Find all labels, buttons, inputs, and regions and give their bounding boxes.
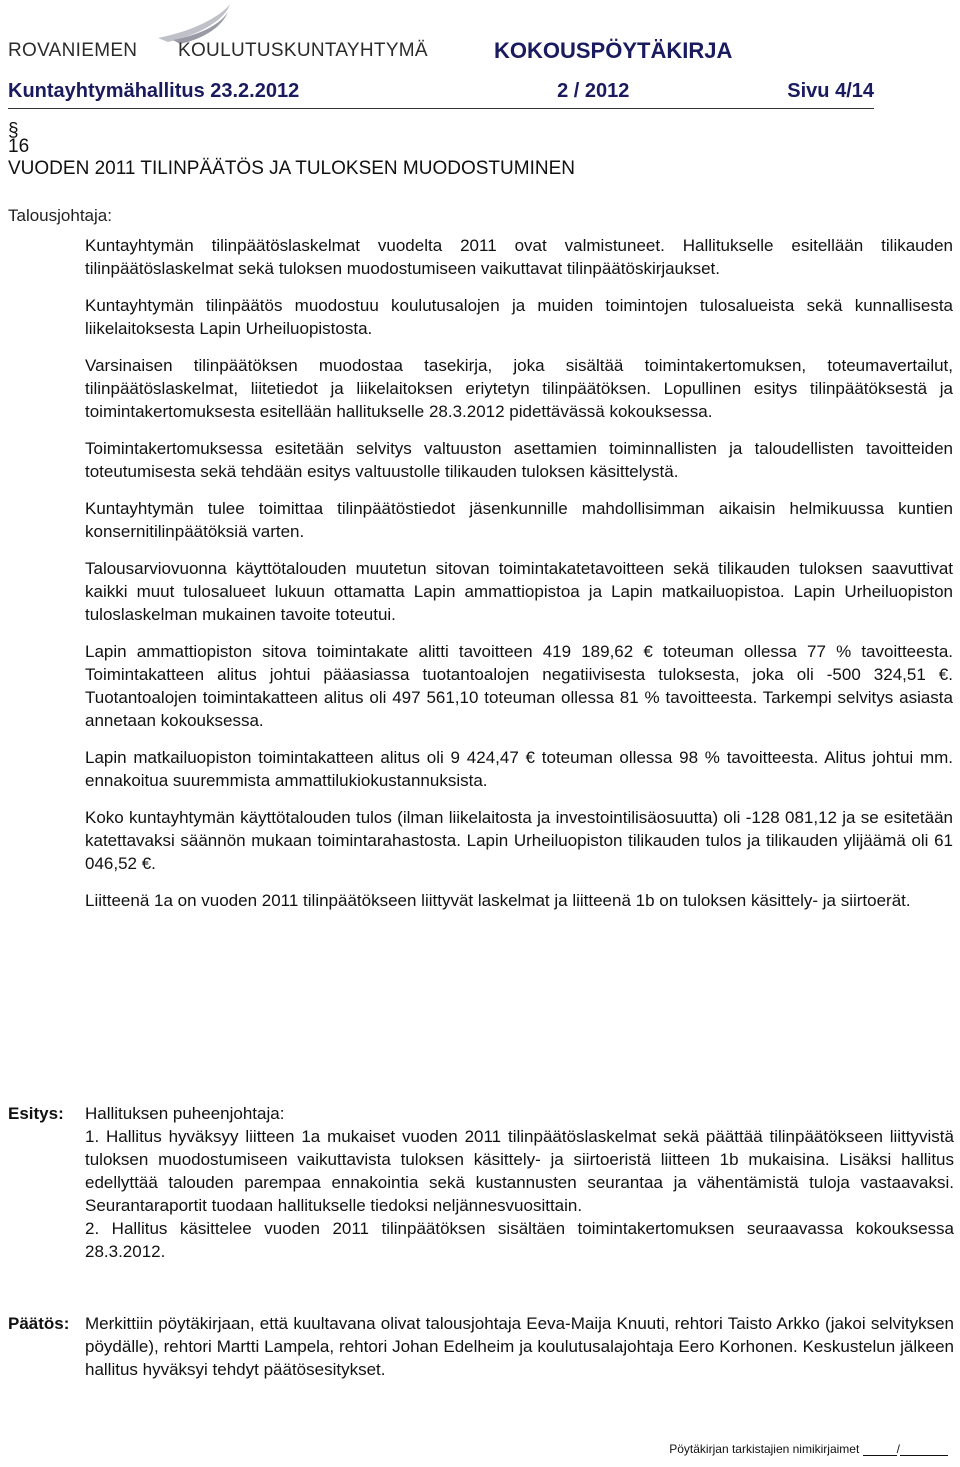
esitys-item-2: 2. Hallitus käsittelee vuoden 2011 tilinpäätöksen sisältäen toimintakertomuksen seuraavassa kokouksessa 28.3.2012. [85,1219,954,1261]
initials-blank-2 [900,1443,948,1456]
header-line [8,80,874,109]
section-title: VUODEN 2011 TILINPÄÄTÖS JA TULOKSEN MUODOSTUMINEN [8,158,575,179]
paragraph: Varsinaisen tilinpäätöksen muodostaa tasekirja, joka sisältää toimintakertomuksen, toteumavertailut, tilinpäätöslaskelmat, liitetiedot ja liikelaitoksen eriytetyn tilinpäätöksen. Lopullinen esitys tilinpäätöksestä ja toimintakertomuksesta esitellään hallitukselle 28.3.2012 pidettävässä kokouksessa. [85,356,953,421]
paatos-label: Päätös: [8,1314,70,1333]
esitys-item-1: 1. Hallitus hyväksyy liitteen 1a mukaiset vuoden 2011 tilinpäätöslaskelmat sekä päättää tilinpäätökseen liittyvistä tuloksen muodostumiseen vaikuttavista tuloksen käsittely- ja siirtoeristä liitteen 1b mukaisina. Lisäksi hallitus edellyttää talouden parempaa ennakointia sekä kustannusten seurantaa ja vähentämistä tuloja vastaavaksi. Seurantaraportit tuodaan hallitukselle tiedoksi neljännesvuosittain. [85,1127,954,1215]
section-number: 16 [8,136,30,157]
document-type: KOKOUSPÖYTÄKIRJA [494,38,733,63]
logo-text-left: ROVANIEMEN [8,40,138,61]
section-symbol: § [8,120,19,141]
speaker-label: Talousjohtaja: [8,206,112,225]
initials-blank-1 [863,1443,897,1456]
esitys-block [8,1102,954,1263]
paragraph: Kuntayhtymän tilinpäätöslaskelmat vuodelta 2011 ovat valmistuneet. Hallitukselle esitellään tilikauden tilinpäätöslaskelmat sekä tuloksen muodostumiseen vaikuttavat tilinpäätöskirjaukset. [85,236,953,278]
footer-text: Pöytäkirjan tarkistajien nimikirjaimet [669,1442,860,1456]
paragraph: Talousarviovuonna käyttötalouden muutetun sitovan toimintakatetavoitteen sekä tilikauden tuloksen saavuttivat kaikki muut tulosalueet lukuun ottamatta Lapin ammattiopistoa ja Lapin matkailuopistoa. Lapin Urheiluopiston tuloslaskelman mukainen tavoite toteutui. [85,559,953,624]
issue-number: 2 / 2012 [557,80,630,102]
document-body [85,234,953,926]
footer-separator: / [896,1442,900,1456]
paragraph: Kuntayhtymän tulee toimittaa tilinpäätöstiedot jäsenkunnille mahdollisimman aikaisin helmikuussa kuntien konsernitilinpäätöksiä varten. [85,499,953,541]
paragraph: Koko kuntayhtymän käyttötalouden tulos (ilman liikelaitosta ja investointilisäosuutta) oli -128 081,12 ja se esitetään katettavaksi säännön mukaan toimintarahastosta. Lapin Urheiluopiston tilikauden tulos ja tilikauden ylijäämä oli 61 046,52 €. [85,808,953,873]
paatos-text: Merkittiin pöytäkirjaan, että kuultavana olivat talousjohtaja Eeva-Maija Knuuti, rehtori Taisto Arkko (jakoi selvityksen pöydälle), rehtori Martti Lampela, rehtori Johan Edelheim ja koulutusalajohtaja Eero Korhonen. Keskustelun jälkeen hallitus hyväksyi tehdyt päätösesitykset. [85,1314,954,1379]
paragraph: Lapin matkailuopiston toimintakatteen alitus oli 9 424,47 € toteuman ollessa 98 % tavoitteesta. Alitus johtui mm. ennakoitua suuremmista ammattilukiokustannuksista. [85,748,953,790]
paragraph: Toimintakertomuksessa esitetään selvitys valtuuston asettamien toiminnallisten ja taloudellisten tavoitteiden toteutumisesta sekä tehdään esitys valtuustolle tilikauden tuloksen käsittelystä. [85,439,953,481]
esitys-label: Esitys: [8,1104,64,1123]
esitys-speaker: Hallituksen puheenjohtaja: [85,1104,285,1123]
meeting-name: Kuntayhtymähallitus 23.2.2012 [8,80,300,102]
page-number: Sivu 4/14 [787,80,874,102]
footer-initials [669,1442,948,1456]
logo-text-right: KOULUTUSKUNTAYHTYMÄ [178,40,428,61]
paatos-block [8,1312,954,1381]
paragraph: Liitteenä 1a on vuoden 2011 tilinpäätökseen liittyvät laskelmat ja liitteenä 1b on tuloksen käsittely- ja siirtoerät. [85,891,911,910]
paragraph: Kuntayhtymän tilinpäätös muodostuu koulutusalojen ja muiden toimintojen tulosalueista sekä kunnallisesta liikelaitoksesta Lapin Urheiluopistosta. [85,296,953,338]
organization-logo [8,2,428,66]
paragraph: Lapin ammattiopiston sitova toimintakate alitti tavoitteen 419 189,62 € toteuman ollessa 77 % tavoitteesta. Toimintakatteen alitus johtui pääasiassa tuotantoalojen negatiivisesta tuloksesta, joka oli -500 324,51 €. Tuotantoalojen toimintakatteen alitus oli 497 561,10 toteuman ollessa 81 % tavoitteesta. Tarkempi selvitys asiasta annetaan kokouksessa. [85,642,953,730]
